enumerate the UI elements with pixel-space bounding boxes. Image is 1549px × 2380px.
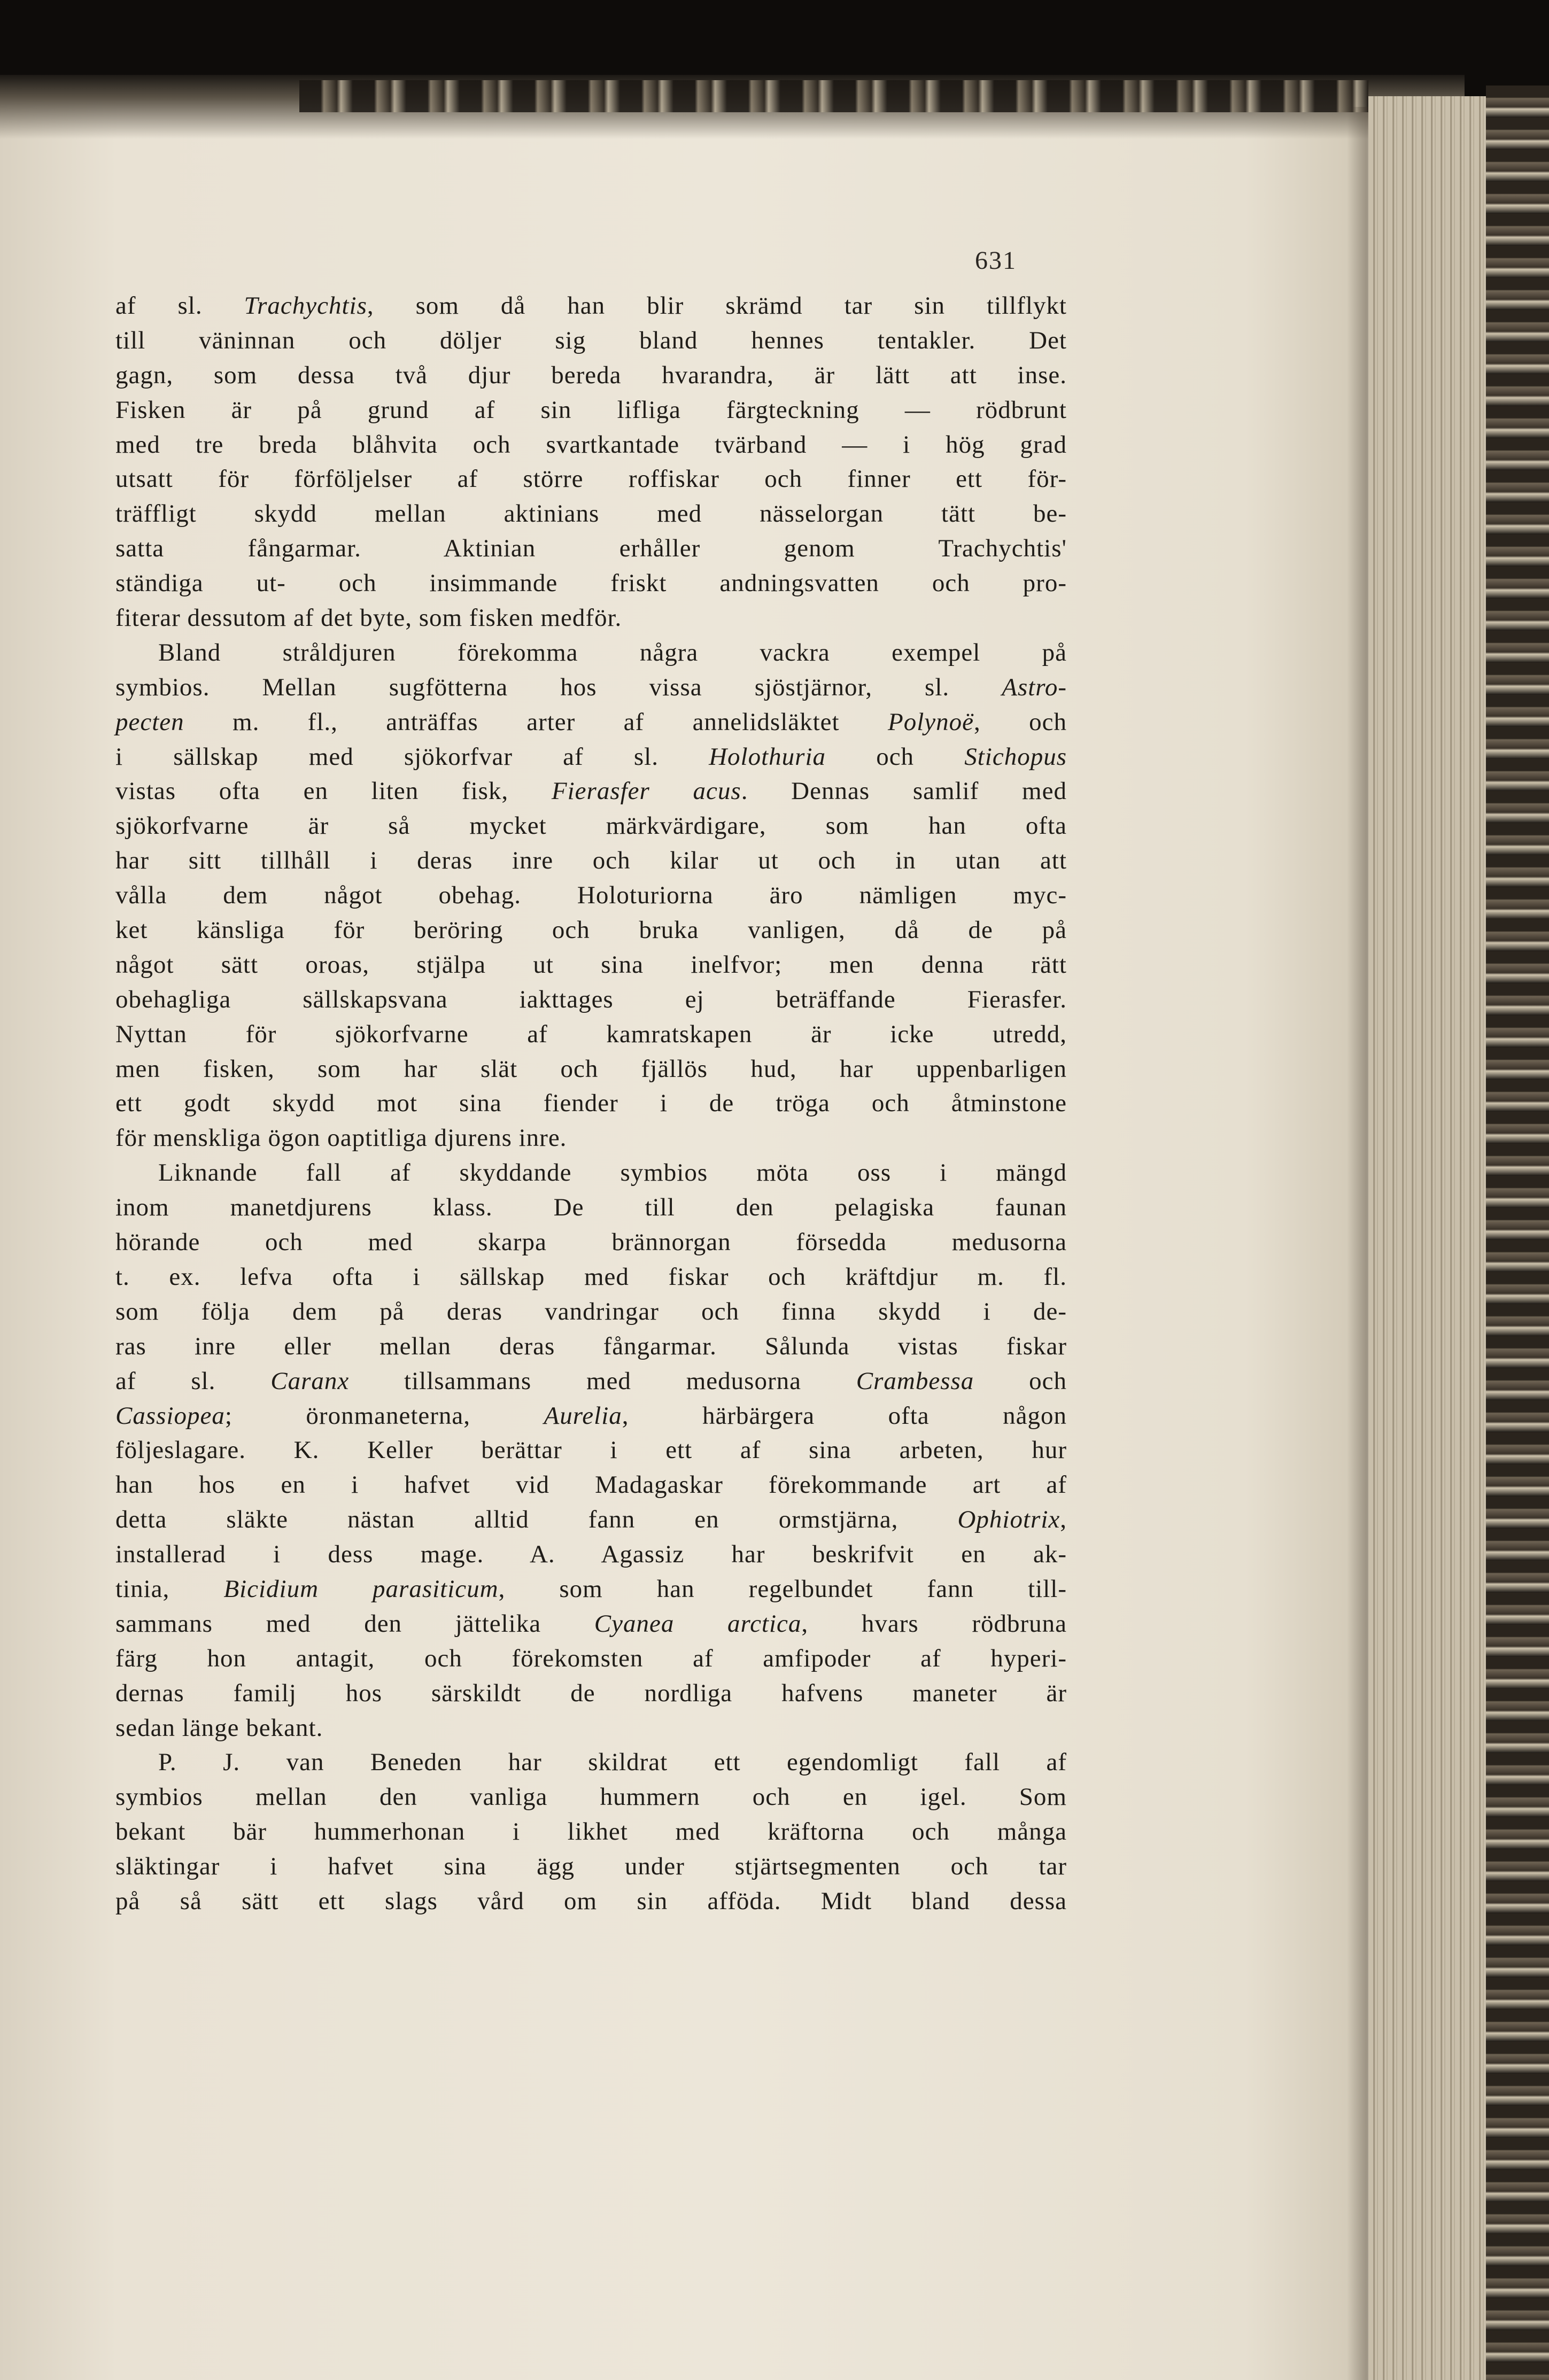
text-run: och bbox=[826, 742, 965, 771]
text-run: färg hon antagit, och förekomsten af amfipoder af hyperi- bbox=[115, 1644, 1067, 1672]
text-line bbox=[115, 358, 1067, 393]
text-line bbox=[115, 670, 1067, 705]
text-run: som följa dem på deras vandringar och finna skydd i de- bbox=[115, 1297, 1067, 1325]
text-run: af sl. bbox=[115, 1367, 271, 1395]
text-run: symbios. Mellan sugfötterna hos vissa sjöstjärnor, sl. bbox=[115, 673, 1002, 701]
text-line bbox=[115, 1399, 1067, 1433]
italic-term: Cassiopea bbox=[115, 1401, 225, 1430]
text-run: , som han regelbundet fann till- bbox=[498, 1575, 1067, 1603]
text-run: Liknande fall af skyddande symbios möta oss i mängd bbox=[158, 1159, 1067, 1187]
italic-term: Fierasfer acus bbox=[551, 777, 741, 805]
text-run: obehagliga sällskapsvana iakttages ej beträffande Fierasfer. bbox=[115, 985, 1067, 1013]
italic-term: pecten bbox=[115, 708, 184, 736]
text-line bbox=[115, 497, 1067, 531]
text-run: . Dennas samlif med bbox=[741, 777, 1067, 805]
text-line bbox=[115, 1884, 1067, 1919]
text-line bbox=[115, 393, 1067, 428]
text-line bbox=[115, 323, 1067, 358]
binding-strip bbox=[299, 80, 1368, 112]
text-run: släktingar i hafvet sina ägg under stjärtsegmenten och tar bbox=[115, 1852, 1067, 1881]
text-run: , härbärgera ofta någon bbox=[622, 1401, 1067, 1430]
text-line bbox=[115, 1468, 1067, 1502]
text-run: hörande och med skarpa brännorgan försedda medusorna bbox=[115, 1228, 1067, 1257]
text-line bbox=[115, 1815, 1067, 1849]
text-run: Nyttan för sjökorfvarne af kamratskapen är icke utredd, bbox=[115, 1020, 1067, 1048]
text-run: t. ex. lefva ofta i sällskap med fiskar och kräftdjur m. fl. bbox=[115, 1262, 1067, 1291]
text-run: med tre breda blåhvita och svartkantade tvärband — i hög grad bbox=[115, 430, 1067, 459]
text-run: vålla dem något obehag. Holoturiorna äro nämligen myc- bbox=[115, 881, 1067, 910]
text-line bbox=[115, 1711, 1067, 1746]
text-run: af sl. bbox=[115, 292, 244, 320]
text-run: och bbox=[974, 1367, 1067, 1395]
text-line bbox=[115, 705, 1067, 740]
text-run: fiterar dessutom af det byte, som fisken medför. bbox=[115, 604, 622, 632]
italic-term: Astro- bbox=[1002, 673, 1067, 701]
text-line bbox=[115, 740, 1067, 774]
text-run: sjökorfvarne är så mycket märkvärdigare, som han ofta bbox=[115, 812, 1067, 840]
text-run: bekant bär hummerhonan i likhet med kräftorna och många bbox=[115, 1818, 1067, 1846]
text-line bbox=[115, 1329, 1067, 1364]
italic-term: Stichopus bbox=[964, 742, 1067, 771]
text-run: satta fångarmar. Aktinian erhåller genom Trachychtis' bbox=[115, 534, 1067, 563]
text-line bbox=[115, 428, 1067, 462]
text-run: detta släkte nästan alltid fann en ormstjärna, bbox=[115, 1506, 958, 1534]
text-run: till väninnan och döljer sig bland hennes tentakler. Det bbox=[115, 326, 1067, 354]
text-line bbox=[115, 566, 1067, 601]
book-spine bbox=[1486, 86, 1549, 2380]
text-run: Bland stråldjuren förekomma några vackra exempel på bbox=[158, 638, 1067, 666]
text-line bbox=[115, 1086, 1067, 1121]
italic-term: Polynoë bbox=[887, 708, 974, 736]
text-line bbox=[115, 948, 1067, 982]
text-line bbox=[115, 1572, 1067, 1607]
text-run: , bbox=[1060, 1506, 1067, 1534]
text-line bbox=[115, 601, 1067, 635]
text-run: för menskliga ögon oaptitliga djurens inre. bbox=[115, 1124, 567, 1152]
text-run: , och bbox=[973, 708, 1067, 736]
text-run: har sitt tillhåll i deras inre och kilar ut och in utan att bbox=[115, 847, 1067, 875]
text-run: sedan länge bekant. bbox=[115, 1714, 323, 1742]
text-line bbox=[115, 1156, 1067, 1190]
text-run: ; öronmaneterna, bbox=[224, 1401, 544, 1430]
text-run: ett godt skydd mot sina fiender i de tröga och åtminstone bbox=[115, 1089, 1067, 1118]
italic-term: Holothuria bbox=[709, 742, 826, 771]
text-line bbox=[115, 1537, 1067, 1572]
text-line bbox=[115, 809, 1067, 843]
text-run: , hvars rödbruna bbox=[801, 1609, 1067, 1638]
text-line bbox=[115, 878, 1067, 913]
text-run: han hos en i hafvet vid Madagaskar förekommande art af bbox=[115, 1471, 1067, 1499]
text-line bbox=[115, 289, 1067, 323]
text-run: P. J. van Beneden har skildrat ett egendomligt fall af bbox=[158, 1748, 1067, 1777]
body-text bbox=[115, 289, 1067, 1919]
text-line bbox=[115, 1780, 1067, 1815]
text-line bbox=[115, 1260, 1067, 1294]
italic-term: Ophiotrix bbox=[957, 1506, 1060, 1534]
text-line bbox=[115, 774, 1067, 809]
text-line bbox=[115, 1676, 1067, 1711]
text-line bbox=[115, 1121, 1067, 1156]
text-run: utsatt för förföljelser af större roffiskar och finner ett för- bbox=[115, 465, 1067, 493]
text-line bbox=[115, 1502, 1067, 1537]
text-line bbox=[115, 1607, 1067, 1641]
text-line bbox=[115, 1433, 1067, 1468]
text-line bbox=[115, 982, 1067, 1017]
text-run: dernas familj hos särskildt de nordliga hafvens maneter är bbox=[115, 1679, 1067, 1707]
italic-term: Caranx bbox=[270, 1367, 350, 1395]
italic-term: Trachychtis bbox=[244, 292, 367, 320]
text-run: men fisken, som har slät och fjällös hud, har uppenbarligen bbox=[115, 1055, 1067, 1083]
text-line bbox=[115, 1225, 1067, 1260]
text-line bbox=[115, 531, 1067, 566]
text-run: ras inre eller mellan deras fångarmar. Sålunda vistas fiskar bbox=[115, 1332, 1067, 1360]
text-run: tinia, bbox=[115, 1575, 224, 1603]
text-run: träffligt skydd mellan aktinians med nässelorgan tätt be- bbox=[115, 500, 1067, 528]
text-run: installerad i dess mage. A. Agassiz har beskrifvit en ak- bbox=[115, 1540, 1067, 1569]
text-run: m. fl., anträffas arter af annelidsläktet bbox=[184, 708, 888, 736]
text-run: följeslagare. K. Keller berättar i ett af sina arbeten, hur bbox=[115, 1436, 1067, 1464]
text-run: , som då han blir skrämd tar sin tillflykt bbox=[367, 292, 1067, 320]
text-run: Fisken är på grund af sin lifliga färgteckning — rödbrunt bbox=[115, 396, 1067, 424]
text-run: inom manetdjurens klass. De till den pelagiska faunan bbox=[115, 1193, 1067, 1222]
text-run: tillsammans med medusorna bbox=[349, 1367, 856, 1395]
text-run: symbios mellan den vanliga hummern och en igel. Som bbox=[115, 1783, 1067, 1811]
text-line bbox=[115, 913, 1067, 948]
text-run: sammans med den jättelika bbox=[115, 1609, 594, 1638]
text-run: ket känsliga för beröring och bruka vanligen, då de på bbox=[115, 916, 1067, 944]
text-line bbox=[115, 1052, 1067, 1087]
text-line bbox=[115, 1745, 1067, 1780]
text-line bbox=[115, 635, 1067, 670]
italic-term: Aurelia bbox=[544, 1401, 622, 1430]
text-run: ständiga ut- och insimmande friskt andningsvatten och pro- bbox=[115, 569, 1067, 598]
text-run: vistas ofta en liten fisk, bbox=[115, 777, 552, 805]
text-run: i sällskap med sjökorfvar af sl. bbox=[115, 742, 709, 771]
text-line bbox=[115, 1190, 1067, 1225]
text-line bbox=[115, 1849, 1067, 1884]
text-line bbox=[115, 462, 1067, 497]
text-run: något sätt oroas, stjälpa ut sina inelfvor; men denna rätt bbox=[115, 950, 1067, 979]
italic-term: Crambessa bbox=[856, 1367, 974, 1395]
text-run: gagn, som dessa två djur bereda hvarandra, är lätt att inse. bbox=[115, 361, 1067, 389]
text-line bbox=[115, 843, 1067, 878]
text-line bbox=[115, 1294, 1067, 1329]
italic-term: Cyanea arctica bbox=[594, 1609, 802, 1638]
page-number: 631 bbox=[975, 246, 1017, 275]
italic-term: Bicidium parasiticum bbox=[223, 1575, 499, 1603]
text-run: på så sätt ett slags vård om sin afföda. Midt bland dessa bbox=[115, 1887, 1067, 1915]
text-line bbox=[115, 1364, 1067, 1399]
text-line bbox=[115, 1641, 1067, 1676]
text-line bbox=[115, 1017, 1067, 1052]
